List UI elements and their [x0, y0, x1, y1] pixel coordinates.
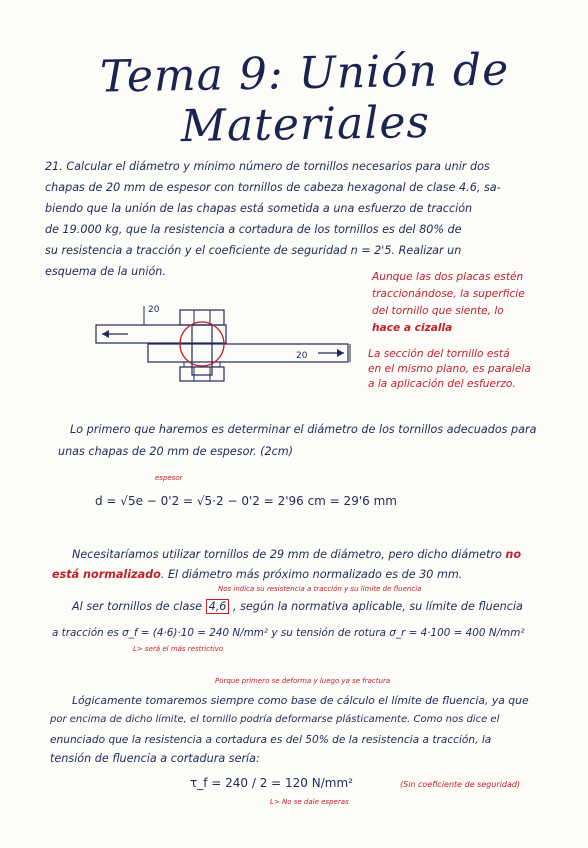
- body-line: por encima de dicho límite, el tornillo podría deformarse plásticamente. Como nos dice el: [50, 714, 500, 725]
- side-note-line: Aunque las dos placas estén: [372, 271, 524, 283]
- body-line: tensión de fluencia a cortadura sería:: [50, 752, 260, 765]
- p2-no: no: [505, 548, 522, 561]
- side-note-line: a la aplicación del esfuerzo.: [368, 378, 516, 390]
- problem-line: chapas de 20 mm de espesor con tornillos de cabeza hexagonal de clase 4.6, sa-: [45, 181, 501, 194]
- primero-annotation: Porque primero se deforma y luego ya se fractura: [215, 677, 391, 685]
- p2-not-normalized: está normalizado: [52, 568, 161, 581]
- p2-text: Necesitaríamos utilizar tornillos de 29 mm de diámetro, pero dicho diámetro: [72, 548, 502, 561]
- body-line: [52, 568, 462, 581]
- side-note-line: del tornillo que siente, lo: [372, 305, 504, 317]
- body-line: Lo primero que haremos es determinar el diámetro de los tornillos adecuados para: [70, 423, 537, 436]
- problem-line: 21. Calcular el diámetro y mínimo número de tornillos necesarios para unir dos: [45, 160, 490, 173]
- problem-line: biendo que la unión de las chapas está sometida a una esfuerzo de tracción: [45, 202, 473, 215]
- p2-text: . El diámetro más próximo normalizado es de 30 mm.: [160, 568, 463, 581]
- diameter-formula: d = √5e − 0'2 = √5·2 − 0'2 = 2'96 cm = 29'6 mm: [95, 494, 397, 508]
- side-note-line: La sección del tornillo está: [368, 348, 510, 360]
- sin-coef-annotation: (Sin coeficiente de seguridad): [400, 780, 521, 789]
- body-line: Lógicamente tomaremos siempre como base de cálculo el límite de fluencia, ya que: [72, 694, 529, 707]
- restrictive-annotation: L> será el más restrictivo: [133, 645, 224, 653]
- espesor-annotation: espesor: [155, 474, 183, 482]
- side-note-line: en el mismo plano, es paralela: [368, 363, 531, 375]
- bolt-class: 4,6: [206, 599, 230, 614]
- shear-formula: τ_f = 240 / 2 = 120 N/mm²: [190, 776, 353, 790]
- body-line: a tracción es σ_f = (4·6)·10 = 240 N/mm² y su tensión de rotura σ_r = 4·100 = 400 N/mm²: [52, 627, 525, 639]
- body-line: [72, 548, 521, 561]
- body-line: enunciado que la resistencia a cortadura es del 50% de la resistencia a tracción, la: [50, 734, 492, 746]
- body-line: unas chapas de 20 mm de espesor. (2cm): [58, 445, 294, 458]
- class-annotation: Nos indica su resistencia a tracción y su límite de fluencia: [218, 585, 422, 593]
- top-dimension-label: 20: [148, 305, 160, 315]
- p3-text: , según la normativa aplicable, su límite de fluencia: [232, 600, 523, 613]
- page-title: Tema 9: Unión de Materiales: [99, 44, 510, 153]
- problem-line: esquema de la unión.: [45, 265, 166, 278]
- bolt-joint-diagram: [88, 298, 358, 398]
- side-note-line: hace a cizalla: [372, 322, 453, 334]
- problem-line: su resistencia a tracción y el coeficiente de seguridad n = 2'5. Realizar un: [45, 244, 462, 257]
- no-safety-annotation: L> No se dale esperas: [270, 798, 349, 806]
- right-dimension-label: 20: [296, 351, 308, 361]
- problem-line: de 19.000 kg, que la resistencia a cortadura de los tornillos es del 80% de: [45, 223, 462, 236]
- body-line: [72, 600, 523, 613]
- p3-text: Al ser tornillos de clase: [72, 600, 203, 613]
- side-note-line: traccionándose, la superficie: [372, 288, 525, 300]
